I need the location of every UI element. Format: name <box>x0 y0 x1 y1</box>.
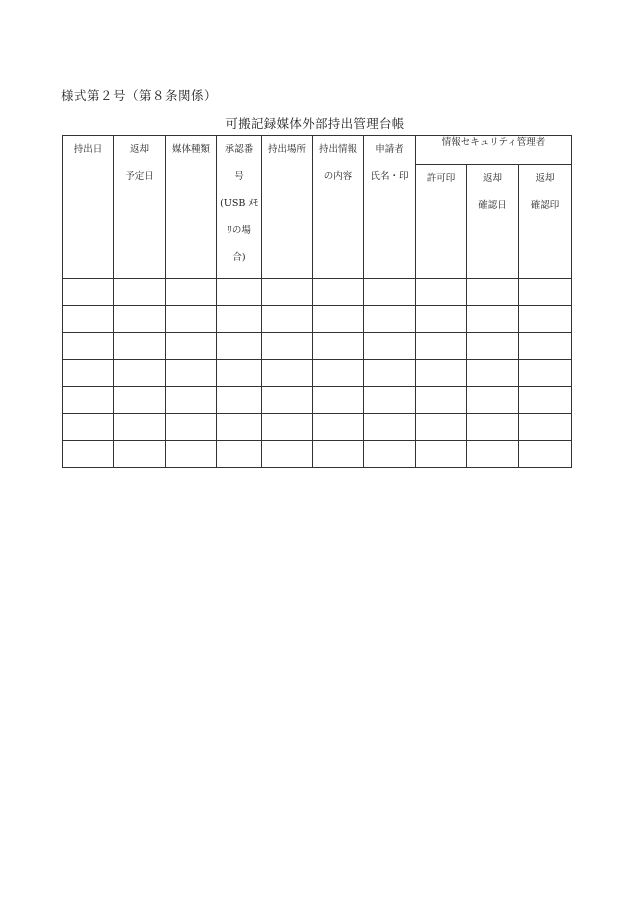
table-cell[interactable] <box>467 279 519 306</box>
ledger-body <box>63 279 572 468</box>
table-cell[interactable] <box>313 360 364 387</box>
table-cell[interactable] <box>217 306 262 333</box>
table-cell[interactable] <box>63 333 114 360</box>
table-row <box>63 387 572 414</box>
table-cell[interactable] <box>416 306 467 333</box>
table-cell[interactable] <box>63 360 114 387</box>
table-cell[interactable] <box>114 306 166 333</box>
header-applicant: 申請者 氏名・印 <box>364 136 416 279</box>
table-cell[interactable] <box>519 387 572 414</box>
table-cell[interactable] <box>217 387 262 414</box>
table-cell[interactable] <box>416 333 467 360</box>
table-cell[interactable] <box>519 333 572 360</box>
table-cell[interactable] <box>166 441 217 468</box>
ledger-table <box>62 135 572 468</box>
table-cell[interactable] <box>262 441 313 468</box>
table-cell[interactable] <box>313 387 364 414</box>
table-row <box>63 306 572 333</box>
table-cell[interactable] <box>262 414 313 441</box>
table-cell[interactable] <box>114 414 166 441</box>
table-cell[interactable] <box>467 306 519 333</box>
table-cell[interactable] <box>467 414 519 441</box>
table-cell[interactable] <box>166 414 217 441</box>
table-cell[interactable] <box>166 306 217 333</box>
table-cell[interactable] <box>166 387 217 414</box>
table-cell[interactable] <box>262 360 313 387</box>
table-cell[interactable] <box>364 414 416 441</box>
table-cell[interactable] <box>416 441 467 468</box>
table-cell[interactable] <box>313 441 364 468</box>
table-cell[interactable] <box>416 387 467 414</box>
table-cell[interactable] <box>114 360 166 387</box>
table-cell[interactable] <box>364 306 416 333</box>
table-cell[interactable] <box>519 279 572 306</box>
table-cell[interactable] <box>313 414 364 441</box>
table-cell[interactable] <box>114 333 166 360</box>
table-cell[interactable] <box>467 360 519 387</box>
table-cell[interactable] <box>364 441 416 468</box>
table-cell[interactable] <box>467 441 519 468</box>
table-cell[interactable] <box>313 279 364 306</box>
table-cell[interactable] <box>262 333 313 360</box>
table-cell[interactable] <box>416 360 467 387</box>
table-cell[interactable] <box>519 306 572 333</box>
table-cell[interactable] <box>416 279 467 306</box>
table-cell[interactable] <box>217 360 262 387</box>
header-permission-seal: 許可印 <box>416 164 467 278</box>
table-cell[interactable] <box>313 306 364 333</box>
header-security-manager: 情報セキュリティ管理者 <box>416 136 572 165</box>
table-cell[interactable] <box>166 279 217 306</box>
table-row <box>63 441 572 468</box>
table-row <box>63 333 572 360</box>
table-cell[interactable] <box>262 387 313 414</box>
table-cell[interactable] <box>313 333 364 360</box>
table-cell[interactable] <box>364 387 416 414</box>
table-cell[interactable] <box>217 441 262 468</box>
form-number: 様式第２号（第８条関係） <box>61 88 218 103</box>
table-cell[interactable] <box>217 333 262 360</box>
header-scheduled-return-date: 返却 予定日 <box>114 136 166 279</box>
table-cell[interactable] <box>364 279 416 306</box>
table-cell[interactable] <box>63 306 114 333</box>
table-cell[interactable] <box>63 414 114 441</box>
document-title: 可搬記録媒体外部持出管理台帳 <box>225 116 405 131</box>
header-return-confirm-date: 返却 確認日 <box>467 164 519 278</box>
table-cell[interactable] <box>416 414 467 441</box>
table-cell[interactable] <box>519 414 572 441</box>
header-information-content: 持出情報 の内容 <box>313 136 364 279</box>
header-return-confirm-seal: 返却 確認印 <box>519 164 572 278</box>
table-cell[interactable] <box>519 441 572 468</box>
table-cell[interactable] <box>114 279 166 306</box>
table-cell[interactable] <box>166 333 217 360</box>
header-media-type: 媒体種類 <box>166 136 217 279</box>
table-cell[interactable] <box>217 414 262 441</box>
table-cell[interactable] <box>519 360 572 387</box>
table-cell[interactable] <box>217 279 262 306</box>
table-cell[interactable] <box>262 306 313 333</box>
table-cell[interactable] <box>262 279 313 306</box>
table-cell[interactable] <box>364 360 416 387</box>
table-cell[interactable] <box>166 360 217 387</box>
header-row-top <box>63 136 572 165</box>
table-cell[interactable] <box>63 279 114 306</box>
table-cell[interactable] <box>63 441 114 468</box>
header-destination: 持出場所 <box>262 136 313 279</box>
table-row <box>63 279 572 306</box>
table-row <box>63 360 572 387</box>
table-cell[interactable] <box>114 441 166 468</box>
table-cell[interactable] <box>63 387 114 414</box>
header-approval-number: 承認番 号 (USB ﾒﾓ ﾘの場 合) <box>217 136 262 279</box>
table-cell[interactable] <box>467 387 519 414</box>
table-row <box>63 414 572 441</box>
table-cell[interactable] <box>467 333 519 360</box>
table-cell[interactable] <box>364 333 416 360</box>
header-take-out-date: 持出日 <box>63 136 114 279</box>
table-cell[interactable] <box>114 387 166 414</box>
